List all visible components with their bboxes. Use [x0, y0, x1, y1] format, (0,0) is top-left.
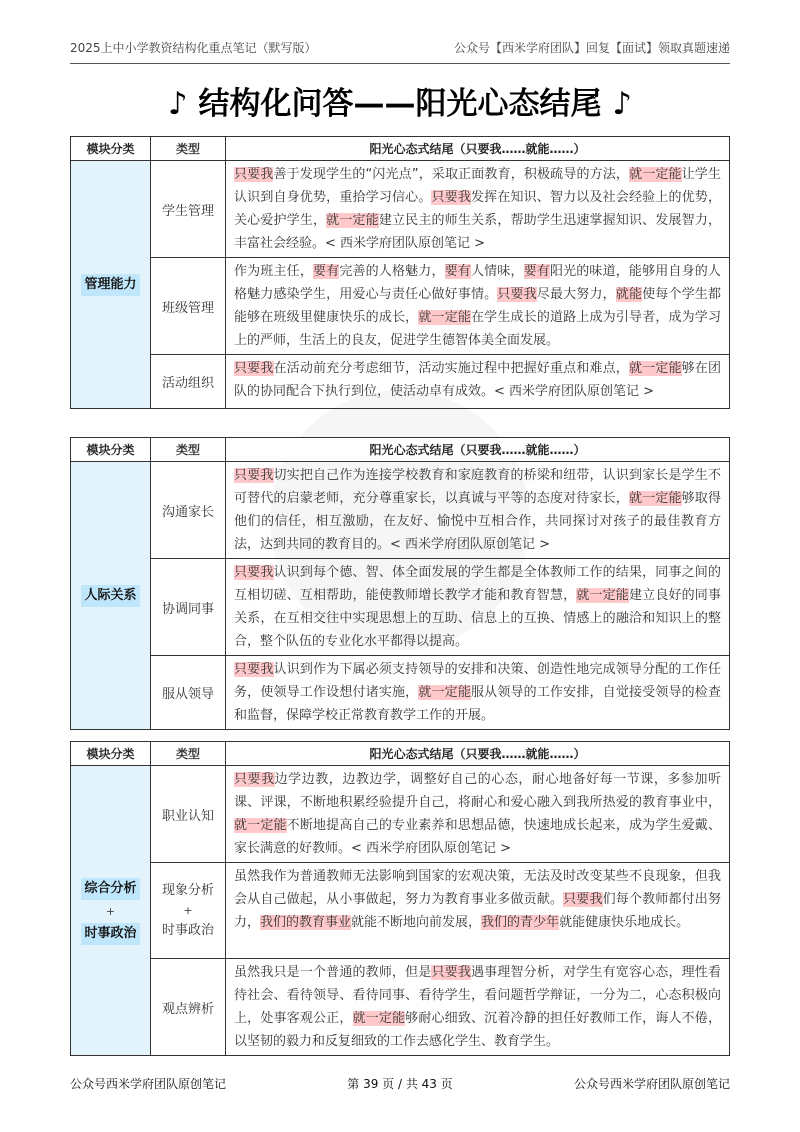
highlighted-phrase: 只要我: [497, 287, 537, 302]
module-label: 人际关系: [81, 585, 139, 607]
module-label-second: 时事政治: [81, 923, 139, 945]
header-content: 阳光心态式结尾（只要我……就能……）: [226, 137, 730, 161]
text-segment: 遇事理智分析，对学生有宽容心态，理性看待社会、看待领导、看待同事、看待学生，看问题哲学辩证，一分为二，心态积极向上，处事客观公正，: [234, 965, 721, 1026]
type-cell: 活动组织: [151, 355, 226, 409]
highlighted-phrase: 只要我: [563, 892, 603, 907]
text-segment: 服从领导的工作安排，自觉接受领导的检查和监督，保障学校正常教育教学工作的开展。: [234, 685, 721, 723]
highlighted-phrase: 要有: [444, 264, 471, 279]
header-type: 类型: [151, 742, 226, 766]
highlighted-phrase: 就一定能: [629, 167, 682, 182]
page-title: ♪ 结构化问答——阳光心态结尾 ♪: [167, 86, 633, 122]
page-header: [70, 32, 730, 62]
text-segment: 边学边教，边教边学，调整好自己的心态，耐心地备好每一节课，多参加听课、评课，不断地积累经验提升自己，将耐心和爱心融入到我所热爱的教育事业中，: [234, 772, 721, 810]
header-divider: [70, 63, 730, 64]
text-segment: 就能不断地向前发展，: [351, 915, 482, 930]
page-footer: [70, 1075, 730, 1095]
highlighted-phrase: 就一定能: [326, 213, 379, 228]
text-segment: 在活动前充分考虑细节，活动实施过程中把握好重点和难点，: [273, 361, 629, 376]
highlighted-phrase: 就一定能: [628, 491, 682, 506]
table-row: [71, 863, 730, 959]
highlighted-phrase: 只要我: [234, 361, 274, 376]
highlighted-phrase: 只要我: [431, 190, 471, 205]
highlighted-phrase: 就一定能: [234, 818, 287, 833]
content-cell: [226, 559, 730, 656]
header-content: 阳光心态式结尾（只要我……就能……）: [226, 438, 730, 462]
table-row: [71, 355, 730, 409]
highlighted-phrase: 我们的教育事业: [260, 915, 352, 930]
section-table-management: [70, 136, 730, 409]
text-segment: 建立民主的师生关系，帮助学生迅速掌握知识、发展智力，丰富社会经验。< 西米学府团队原创笔记 >: [234, 213, 721, 251]
text-segment: 作为班主任，: [234, 264, 313, 279]
highlighted-phrase: 只要我: [234, 167, 274, 182]
highlighted-phrase: 要有: [523, 264, 550, 279]
type-cell: 沟通家长: [151, 462, 226, 559]
text-segment: 让学生认识到自身优势，重拾学习信心。: [234, 167, 721, 205]
content-cell: [226, 462, 730, 559]
text-segment: 够在团队的协同配合下执行到位，使活动卓有成效。< 西米学府团队原创笔记 >: [234, 361, 721, 399]
table-row: [71, 766, 730, 863]
type-cell: 服从领导: [151, 656, 226, 730]
content-cell: [226, 863, 730, 959]
type-cell: [151, 863, 226, 959]
module-cell: [71, 766, 151, 1056]
module-label: 综合分析: [81, 878, 139, 900]
header-module: 模块分类: [71, 137, 151, 161]
text-segment: 人情味，: [470, 264, 524, 279]
type-label-second: 时事政治: [161, 922, 214, 938]
text-segment: 在学生成长的道路上成为引导者，成为学习上的严师，生活上的良友，促进学生德智体美全面发展。: [234, 310, 721, 348]
text-segment: 们每个教师都付出努力，: [234, 892, 721, 930]
table-row: [71, 258, 730, 355]
text-segment: 就能健康快乐地成长。: [559, 915, 690, 930]
header-module: 模块分类: [71, 438, 151, 462]
table-row: [71, 161, 730, 258]
text-segment: 不断地提高自己的专业素养和思想品德，快速地成长起来，成为学生爱戴、家长满意的好教师。< 西米学府团队原创笔记 >: [234, 818, 721, 856]
highlighted-phrase: 就一定能: [418, 310, 471, 325]
table-row: [71, 462, 730, 559]
module-cell: [71, 161, 151, 409]
table-header-row: [71, 438, 730, 462]
type-cell: 班级管理: [151, 258, 226, 355]
text-segment: 尽最大努力，: [536, 287, 616, 302]
type-label: 现象分析: [161, 882, 214, 898]
section-table-interpersonal: [70, 437, 730, 730]
text-segment: 虽然我作为普通教师无法影响到国家的宏观决策，无法及时改变某些不良现象，但我会从自己做起，从小事做起，努力为教育事业多做贡献。: [234, 869, 721, 907]
footer-page-number: 第 39 页 / 共 43 页: [347, 1077, 453, 1091]
header-left-text: 2025上中小学教资结构化重点笔记（默写版）: [70, 40, 317, 55]
text-segment: 认识到每个德、智、体全面发展的学生都是全体教师工作的结果，同事之间的互相切磋、互相帮助，能使教师增长教学才能和教育智慧，: [234, 565, 721, 603]
text-segment: 够取得他们的信任，相互激励，在友好、愉悦中互相合作，共同探讨对孩子的最佳教育方法，达到共同的教育目的。< 西米学府团队原创笔记 >: [234, 491, 721, 552]
text-segment: 完善的人格魅力，: [339, 264, 445, 279]
table-row: [71, 656, 730, 730]
header-content: 阳光心态式结尾（只要我……就能……）: [226, 742, 730, 766]
content-cell: [226, 766, 730, 863]
header-type: 类型: [151, 137, 226, 161]
content-cell: [226, 161, 730, 258]
highlighted-phrase: 只要我: [234, 772, 275, 787]
highlighted-phrase: 我们的青少年: [481, 915, 560, 930]
highlighted-phrase: 只要我: [234, 662, 274, 677]
type-plus: +: [183, 903, 193, 917]
table-header-row: [71, 137, 730, 161]
header-module: 模块分类: [71, 742, 151, 766]
highlighted-phrase: 只要我: [234, 468, 274, 483]
highlighted-phrase: 就一定能: [628, 361, 682, 376]
highlighted-phrase: 就一定能: [352, 1011, 406, 1026]
content-cell: [226, 355, 730, 409]
text-segment: 认识到作为下属必须支持领导的安排和决策、创造性地完成领导分配的工作任务，使领导工作设想付诸实施，: [234, 662, 721, 700]
module-cell: [71, 462, 151, 730]
text-segment: 发挥在知识、智力以及社会经验上的优势，关心爱护学生，: [234, 190, 721, 228]
footer-right-text: 公众号西米学府团队原创笔记: [573, 1077, 730, 1091]
table-header-row: [71, 742, 730, 766]
text-segment: 够耐心细致、沉着冷静的担任好教师工作，诲人不倦，以坚韧的毅力和反复细致的工作去感化学生、教育学生。: [234, 1011, 721, 1049]
type-cell: 职业认知: [151, 766, 226, 863]
text-segment: 善于发现学生的“闪光点”，采取正面教育，积极疏导的方法，: [273, 167, 630, 182]
module-plus: +: [105, 904, 116, 918]
text-segment: 切实把自己作为连接学校教育和家庭教育的桥梁和纽带，认识到家长是学生不可替代的启蒙老师，充分尊重家长，以真诚与平等的态度对待家长，: [234, 468, 721, 506]
highlighted-phrase: 就一定能: [418, 685, 471, 700]
footer-left-text: 公众号西米学府团队原创笔记: [70, 1077, 227, 1091]
content-cell: [226, 959, 730, 1056]
module-label: 管理能力: [81, 274, 139, 296]
highlighted-phrase: 只要我: [431, 965, 471, 980]
section-table-analysis: [70, 741, 730, 1056]
highlighted-phrase: 就一定能: [576, 588, 629, 603]
content-cell: [226, 258, 730, 355]
type-cell: 学生管理: [151, 161, 226, 258]
highlighted-phrase: 要有: [312, 264, 340, 279]
highlighted-phrase: 只要我: [234, 565, 274, 580]
type-cell: 协调同事: [151, 559, 226, 656]
header-type: 类型: [151, 438, 226, 462]
text-segment: 使每个学生都能够在班级里健康快乐的成长，: [234, 287, 721, 325]
text-segment: 阳光的味道，能够用自身的人格魅力感染学生，用爱心与责任心做好事情。: [234, 264, 721, 302]
header-right-text: 公众号【西米学府团队】回复【面试】领取真题速递: [453, 40, 730, 55]
text-segment: 建立良好的同事关系，在互相交往中实现思想上的互助、信息上的互换、情感上的融洽和知识上的整合，整个队伍的专业化水平都得以提高。: [234, 588, 721, 649]
table-row: [71, 959, 730, 1056]
type-cell: 观点辨析: [151, 959, 226, 1056]
table-row: [71, 559, 730, 656]
content-cell: [226, 656, 730, 730]
highlighted-phrase: 就能: [615, 287, 643, 302]
text-segment: 虽然我只是一个普通的教师，但是: [234, 965, 432, 980]
